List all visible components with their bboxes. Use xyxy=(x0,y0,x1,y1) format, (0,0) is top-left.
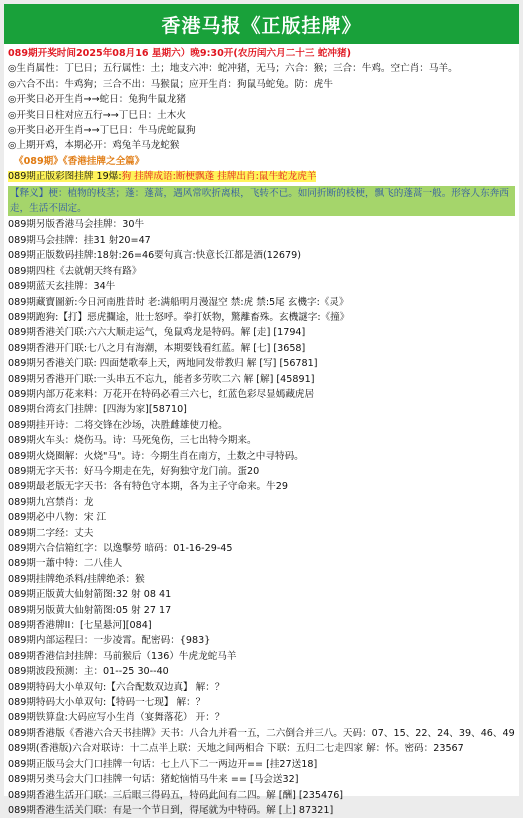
list-item: 089期火车头：烧伤马。诗：马死兔伤，三七出特今期来。 xyxy=(8,435,257,447)
content xyxy=(4,44,519,818)
list-item: 089期正版黄大仙射箭图:32 射 08 41 xyxy=(8,589,172,601)
info-line: ◎六合不出：牛鸡狗；三合不出：马猴鼠；应开生肖：狗鼠马蛇兔。防：虎牛 xyxy=(8,78,333,90)
highlight-line xyxy=(8,169,515,184)
list-item: 089期台湾玄门挂牌：[四海为家][58710] xyxy=(8,404,187,416)
list-item: 089期铁算盘:大码应写小生肖（宴舞落花） 开：？ xyxy=(8,712,225,724)
list-item: 089期特码大小单双句:【六合配数双边真】 解：？ xyxy=(8,681,225,693)
page xyxy=(4,4,519,816)
list-item: 089期波段预测：主：01--25 30--40 xyxy=(8,666,169,678)
list-item: 089期藏寶圖新:今日河南胜昔时 老:满船明月漫湿空 禁:虎 禁:5尾 玄機字:《灵》 xyxy=(8,296,349,308)
list-item: 089期(香港版)六合对联诗：十二点半上联：天地之间两相合 下联：五归二七走四家 解：怀。密码：23567 xyxy=(8,743,464,755)
list-item: 089期特码大小单双句:【特码一七现】 解：？ xyxy=(8,697,206,709)
list-item: 089期九宫禁肖：龙 xyxy=(8,496,94,508)
highlight-text: 狗 挂牌成语:断梗飘蓬 挂牌出肖:鼠牛蛇龙虎羊 xyxy=(121,171,317,183)
definition-box: 【释义】梗：植物的枝茎；蓬：蓬蒿，遇风常吹折离根，飞转不已。如同折断的枝梗，飘飞的蓬蒿一般。形容人东奔西走，生活不固定。 xyxy=(8,186,515,217)
list-item: 089期四柱《去就朝天终有路》 xyxy=(8,265,142,277)
list-item: 089期二字经：丈夫 xyxy=(8,527,94,539)
info-line: ◎开奖日必开生肖→→丁巳日：牛马虎蛇鼠狗 xyxy=(8,125,196,137)
list-item: 089期香港版《香港六合天书挂牌》天书：八合九并看一五，二六倒合并三八。天码：07、15、22、24、39、46、49 xyxy=(8,727,515,739)
list-item: 089期香港牌II：[七星悬河][084] xyxy=(8,620,152,632)
list-item: 089期香港信封挂牌：马前猴后（136）牛虎龙蛇马羊 xyxy=(8,650,237,662)
info-line: ◎上期开鸡，本期必开：鸡兔羊马龙蛇猴 xyxy=(8,140,180,152)
list-item: 089期内部万花来料：万花开在特码必看三六七，红蓝色彩尽显嫣藏虎居 xyxy=(8,388,315,400)
list-item: 089期另类马会大门口挂牌一句话：猪蛇恼悄马牛来 == [马会送32] xyxy=(8,774,299,786)
list-item: 089期挂牌绝杀料/挂牌绝杀：猴 xyxy=(8,573,145,585)
list-item: 089期必中八物：宋 江 xyxy=(8,512,107,524)
list-item: 089期火烧圈解：火烧"马"。诗：今期生肖在南方，土数之中寻特码。 xyxy=(8,450,304,462)
list-item: 089期蓝天玄挂牌：34牛 xyxy=(8,281,116,293)
list-item: 089期香港生活关门联：有是一个节日到，得尾就为中特码。解 [上] 87321] xyxy=(8,804,334,816)
banner-title: 香港马报《正版挂牌》 xyxy=(161,14,362,37)
section-title: 《089期》《香港挂牌之全篇》 xyxy=(14,155,145,167)
list-item: 089期挂开诗：二将交锋在沙场，决胜雌雄使刀枪。 xyxy=(8,419,228,431)
list-item: 089期正版数码挂牌:18射:26=46要句真言:快意长江都是酒(12679) xyxy=(8,250,301,262)
list-item: 089期马会挂牌：挂31 射20=47 xyxy=(8,234,151,246)
list-item: 089期最老版无字天书：各有特色守本期，各为主子守命来。牛29 xyxy=(8,481,288,493)
list-item: 089期香港生活开门联：三后眼三得码五，特码此间有二四。解 [酬] [235476] xyxy=(8,789,344,801)
list-item: 089期另香港开门联:一头串五不忘九，能者多劳吹二六 解 [解] [45891] xyxy=(8,373,315,385)
draw-time-header: 089期开奖时间2025年08月16 星期六）晚9:30开(农历闰六月二十三 蛇冲猪) xyxy=(8,48,351,59)
info-line: ◎生肖属性：丁巳日；五行属性：土；地支六冲：蛇冲猪，无马；六合：猴；三合：牛鸡。空亡肖：马羊。 xyxy=(8,63,458,75)
list-item: 089期无字天书：好马今期走在先，好狗独守龙门前。蛋20 xyxy=(8,465,260,477)
info-line: ◎开奖日日柱对应五行→→丁巳日：土木火 xyxy=(8,109,186,121)
highlight-label: 089期正版彩图挂牌 19爆: xyxy=(8,171,122,183)
info-line: ◎开奖日必开生肖→→蛇日：兔狗牛鼠龙猪 xyxy=(8,94,186,106)
list-item: 089期另版香港马会挂牌：30牛 xyxy=(8,219,145,231)
list-item: 089期六合信箱红字：以逸擊勞 暗码：01-16-29-45 xyxy=(8,543,233,554)
list-item: 089期跑狗:【打】惡虎攔途，壯士怒呼。拳打妖物，驚離畜殊。玄機謎字:《撞》 xyxy=(8,311,350,323)
list-item: 089期内部运程曰：一步凌霄。配密码：{983} xyxy=(8,635,211,647)
page-banner xyxy=(4,4,519,44)
list-item: 089期一蕭中特：二八佳人 xyxy=(8,558,123,570)
list-item: 089期香港关门联:六六大顺走运气，兔鼠鸡龙是特码。解 [走] [1794] xyxy=(8,327,306,339)
list-item: 089期正版马会大门口挂牌一句话：七上八下二一两边开== [挂27送18] xyxy=(8,758,318,770)
list-item: 089期香港开门联:七八之月有海潮，本期要钱看红蓝。解 [七] [3658] xyxy=(8,342,306,354)
list-item: 089期另香港关门联: 四面楚歌奉上天，两地同发带教归 解 [写] [56781] xyxy=(8,358,318,370)
list-item: 089期另版黄大仙射箭图:05 射 27 17 xyxy=(8,604,172,616)
